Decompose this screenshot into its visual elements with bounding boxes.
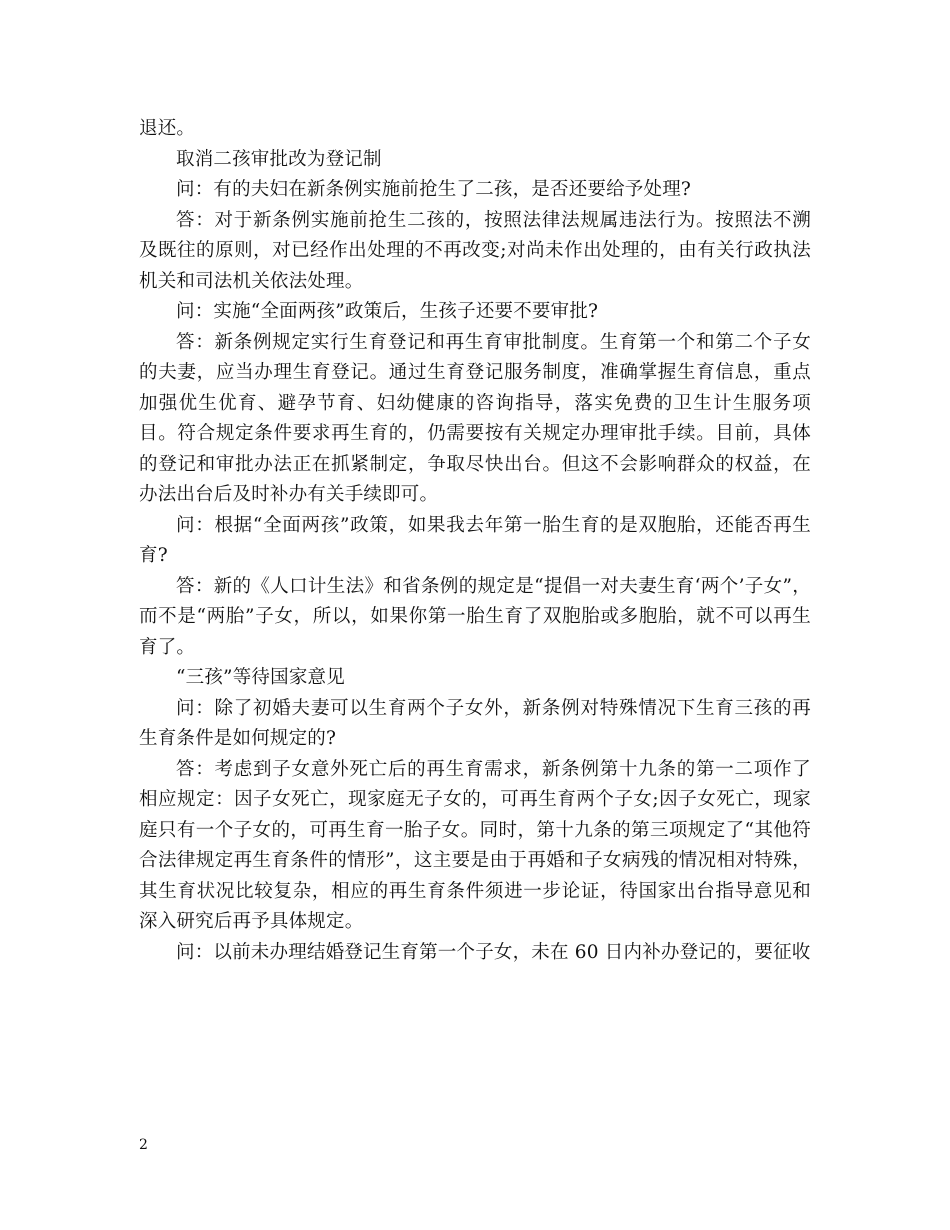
question-paragraph: 问：除了初婚夫妻可以生育两个子女外，新条例对特殊情况下生育三孩的再生育条件是如何规定的? bbox=[139, 697, 811, 749]
question-paragraph: 问：以前未办理结婚登记生育第一个子女，未在 60 日内补办登记的，要征收 bbox=[176, 941, 811, 963]
section-heading: 取消二孩审批改为登记制 bbox=[176, 148, 382, 170]
answer-paragraph: 答：对于新条例实施前抢生二孩的，按照法律法规属违法行为。按照法不溯及既往的原则，对已经作出处理的不再改变;对尚未作出处理的，由有关行政执法机关和司法机关依法处理。 bbox=[139, 209, 811, 292]
answer-paragraph: 答：新条例规定实行生育登记和再生育审批制度。生育第一个和第二个子女的夫妻，应当办理生育登记。通过生育登记服务制度，准确掌握生育信息，重点加强优生优育、避孕节育、妇幼健康的咨询指导，落实免费的卫生计生服务项目。符合规定条件要求再生育的，仍需要按有关规定办理审批手续。目前，具体的登记和审批办法正在抓紧制定，争取尽快出台。但这不会影响群众的权益，在办法出台后及时补办有关手续即可。 bbox=[139, 331, 811, 505]
question-paragraph: 问：根据“全面两孩”政策，如果我去年第一胎生育的是双胞胎，还能否再生育? bbox=[139, 514, 811, 566]
document-body bbox=[139, 114, 811, 968]
paragraph: 退还。 bbox=[139, 118, 196, 139]
answer-paragraph: 答：新的《人口计生法》和省条例的规定是“提倡一对夫妻生育‘两个’子女”，而不是“两胎”子女，所以，如果你第一胎生育了双胞胎或多胞胎，就不可以再生育了。 bbox=[139, 575, 811, 658]
answer-paragraph: 答：考虑到子女意外死亡后的再生育需求，新条例第十九条的第一二项作了相应规定：因子女死亡，现家庭无子女的，可再生育两个子女;因子女死亡，现家庭只有一个子女的，可再生育一胎子女。同时，第十九条的第三项规定了“其他符合法律规定再生育条件的情形”，这主要是由于再婚和子女病残的情况相对特殊，其生育状况比较复杂，相应的再生育条件须进一步论证，待国家出台指导意见和深入研究后再予具体规定。 bbox=[139, 758, 811, 932]
section-heading: “三孩”等待国家意见 bbox=[176, 667, 345, 688]
question-paragraph: 问：有的夫妇在新条例实施前抢生了二孩，是否还要给予处理? bbox=[176, 179, 692, 200]
question-paragraph: 问：实施“全面两孩”政策后，生孩子还要不要审批? bbox=[176, 301, 599, 322]
page-number: 2 bbox=[139, 1137, 148, 1153]
